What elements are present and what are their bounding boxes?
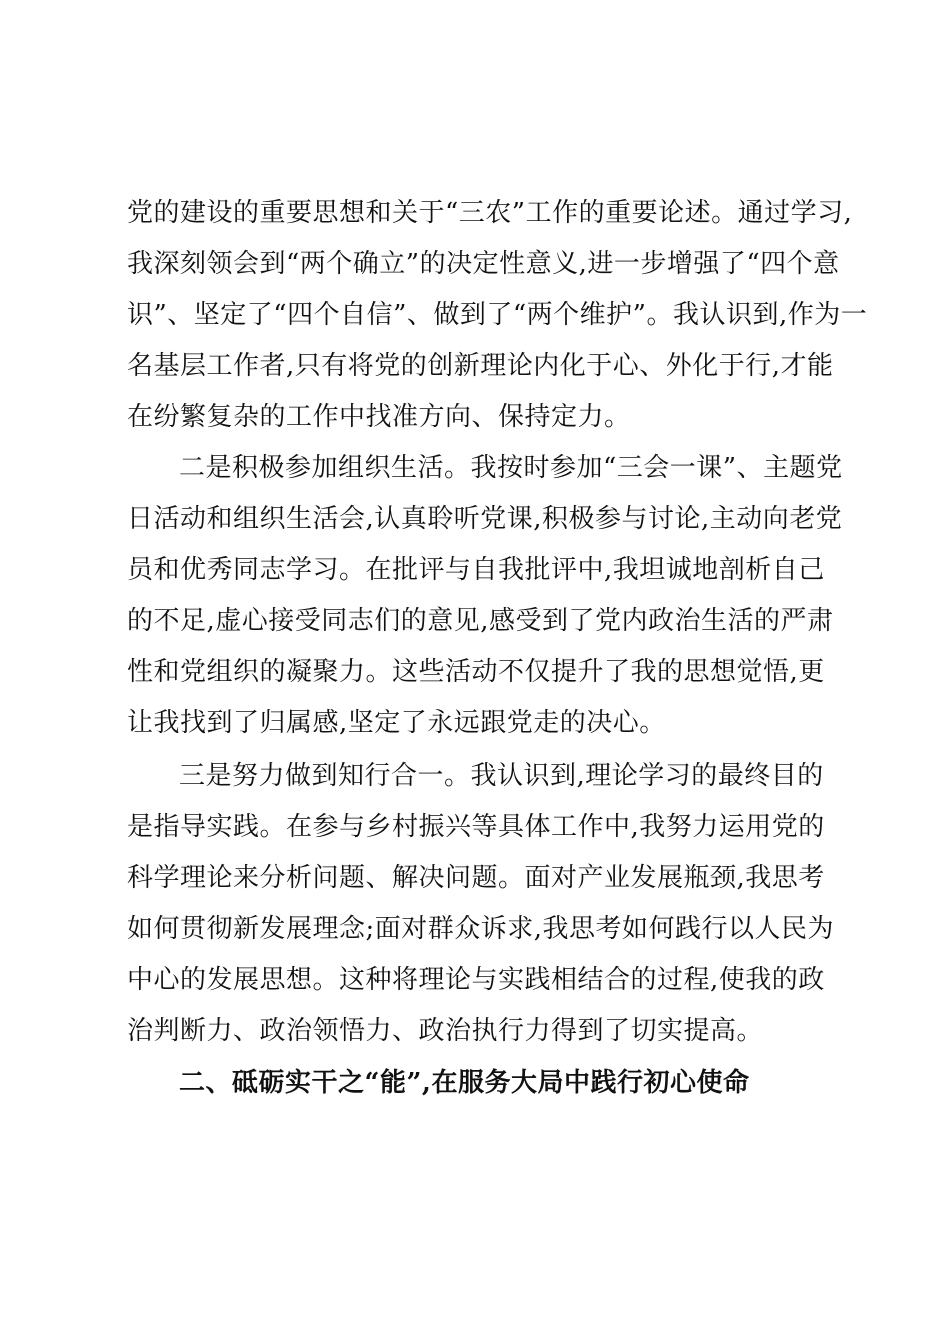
paragraph-line: 二是积极参加组织生活。我按时参加“三会一课”、主题党 bbox=[179, 453, 843, 483]
paragraph-line: 性和党组织的凝聚力。这些活动不仅提升了我的思想觉悟,更 bbox=[127, 657, 825, 687]
paragraph-line: 如何贯彻新发展理念;面对群众诉求,我思考如何践行以人民为 bbox=[127, 914, 835, 944]
paragraph-line: 治判断力、政治领悟力、政治执行力得到了切实提高。 bbox=[127, 1016, 764, 1046]
paragraph-line: 员和优秀同志学习。在批评与自我批评中,我坦诚地剖析自己 bbox=[127, 555, 825, 585]
section-heading: 二、砥砺实干之“能”,在服务大局中践行初心使命 bbox=[179, 1068, 750, 1098]
paragraph-theory-study-continued bbox=[127, 188, 868, 443]
paragraph-line: 中心的发展思想。这种将理论与实践相结合的过程,使我的政 bbox=[127, 965, 825, 995]
paragraph-line: 党的建设的重要思想和关于“三农”工作的重要论述。通过学习, bbox=[127, 198, 853, 228]
paragraph-line: 我深刻领会到“两个确立”的决定性意义,进一步增强了“四个意 bbox=[127, 249, 840, 279]
document-page bbox=[127, 0, 868, 1344]
paragraph-line: 是指导实践。在参与乡村振兴等具体工作中,我努力运用党的 bbox=[127, 812, 825, 842]
paragraph-organization-life bbox=[127, 443, 843, 749]
paragraph-line: 在纷繁复杂的工作中找准方向、保持定力。 bbox=[127, 402, 631, 432]
paragraph-line: 名基层工作者,只有将党的创新理论内化于心、外化于行,才能 bbox=[127, 351, 834, 381]
section-heading-block bbox=[127, 1058, 823, 1109]
paragraph-line: 科学理论来分析问题、解决问题。面对产业发展瓶颈,我思考 bbox=[127, 863, 825, 893]
paragraph-line: 三是努力做到知行合一。我认识到,理论学习的最终目的 bbox=[179, 761, 824, 791]
paragraph-line: 的不足,虚心接受同志们的意见,感受到了党内政治生活的严肃 bbox=[127, 606, 834, 636]
paragraph-knowledge-action-unity bbox=[127, 751, 835, 1057]
paragraph-line: 让我找到了归属感,坚定了永远跟党走的决心。 bbox=[127, 708, 666, 738]
paragraph-line: 识”、坚定了“四个自信”、做到了“两个维护”。我认识到,作为一 bbox=[127, 300, 868, 330]
paragraph-line: 日活动和组织生活会,认真聆听党课,积极参与讨论,主动向老党 bbox=[127, 504, 843, 534]
